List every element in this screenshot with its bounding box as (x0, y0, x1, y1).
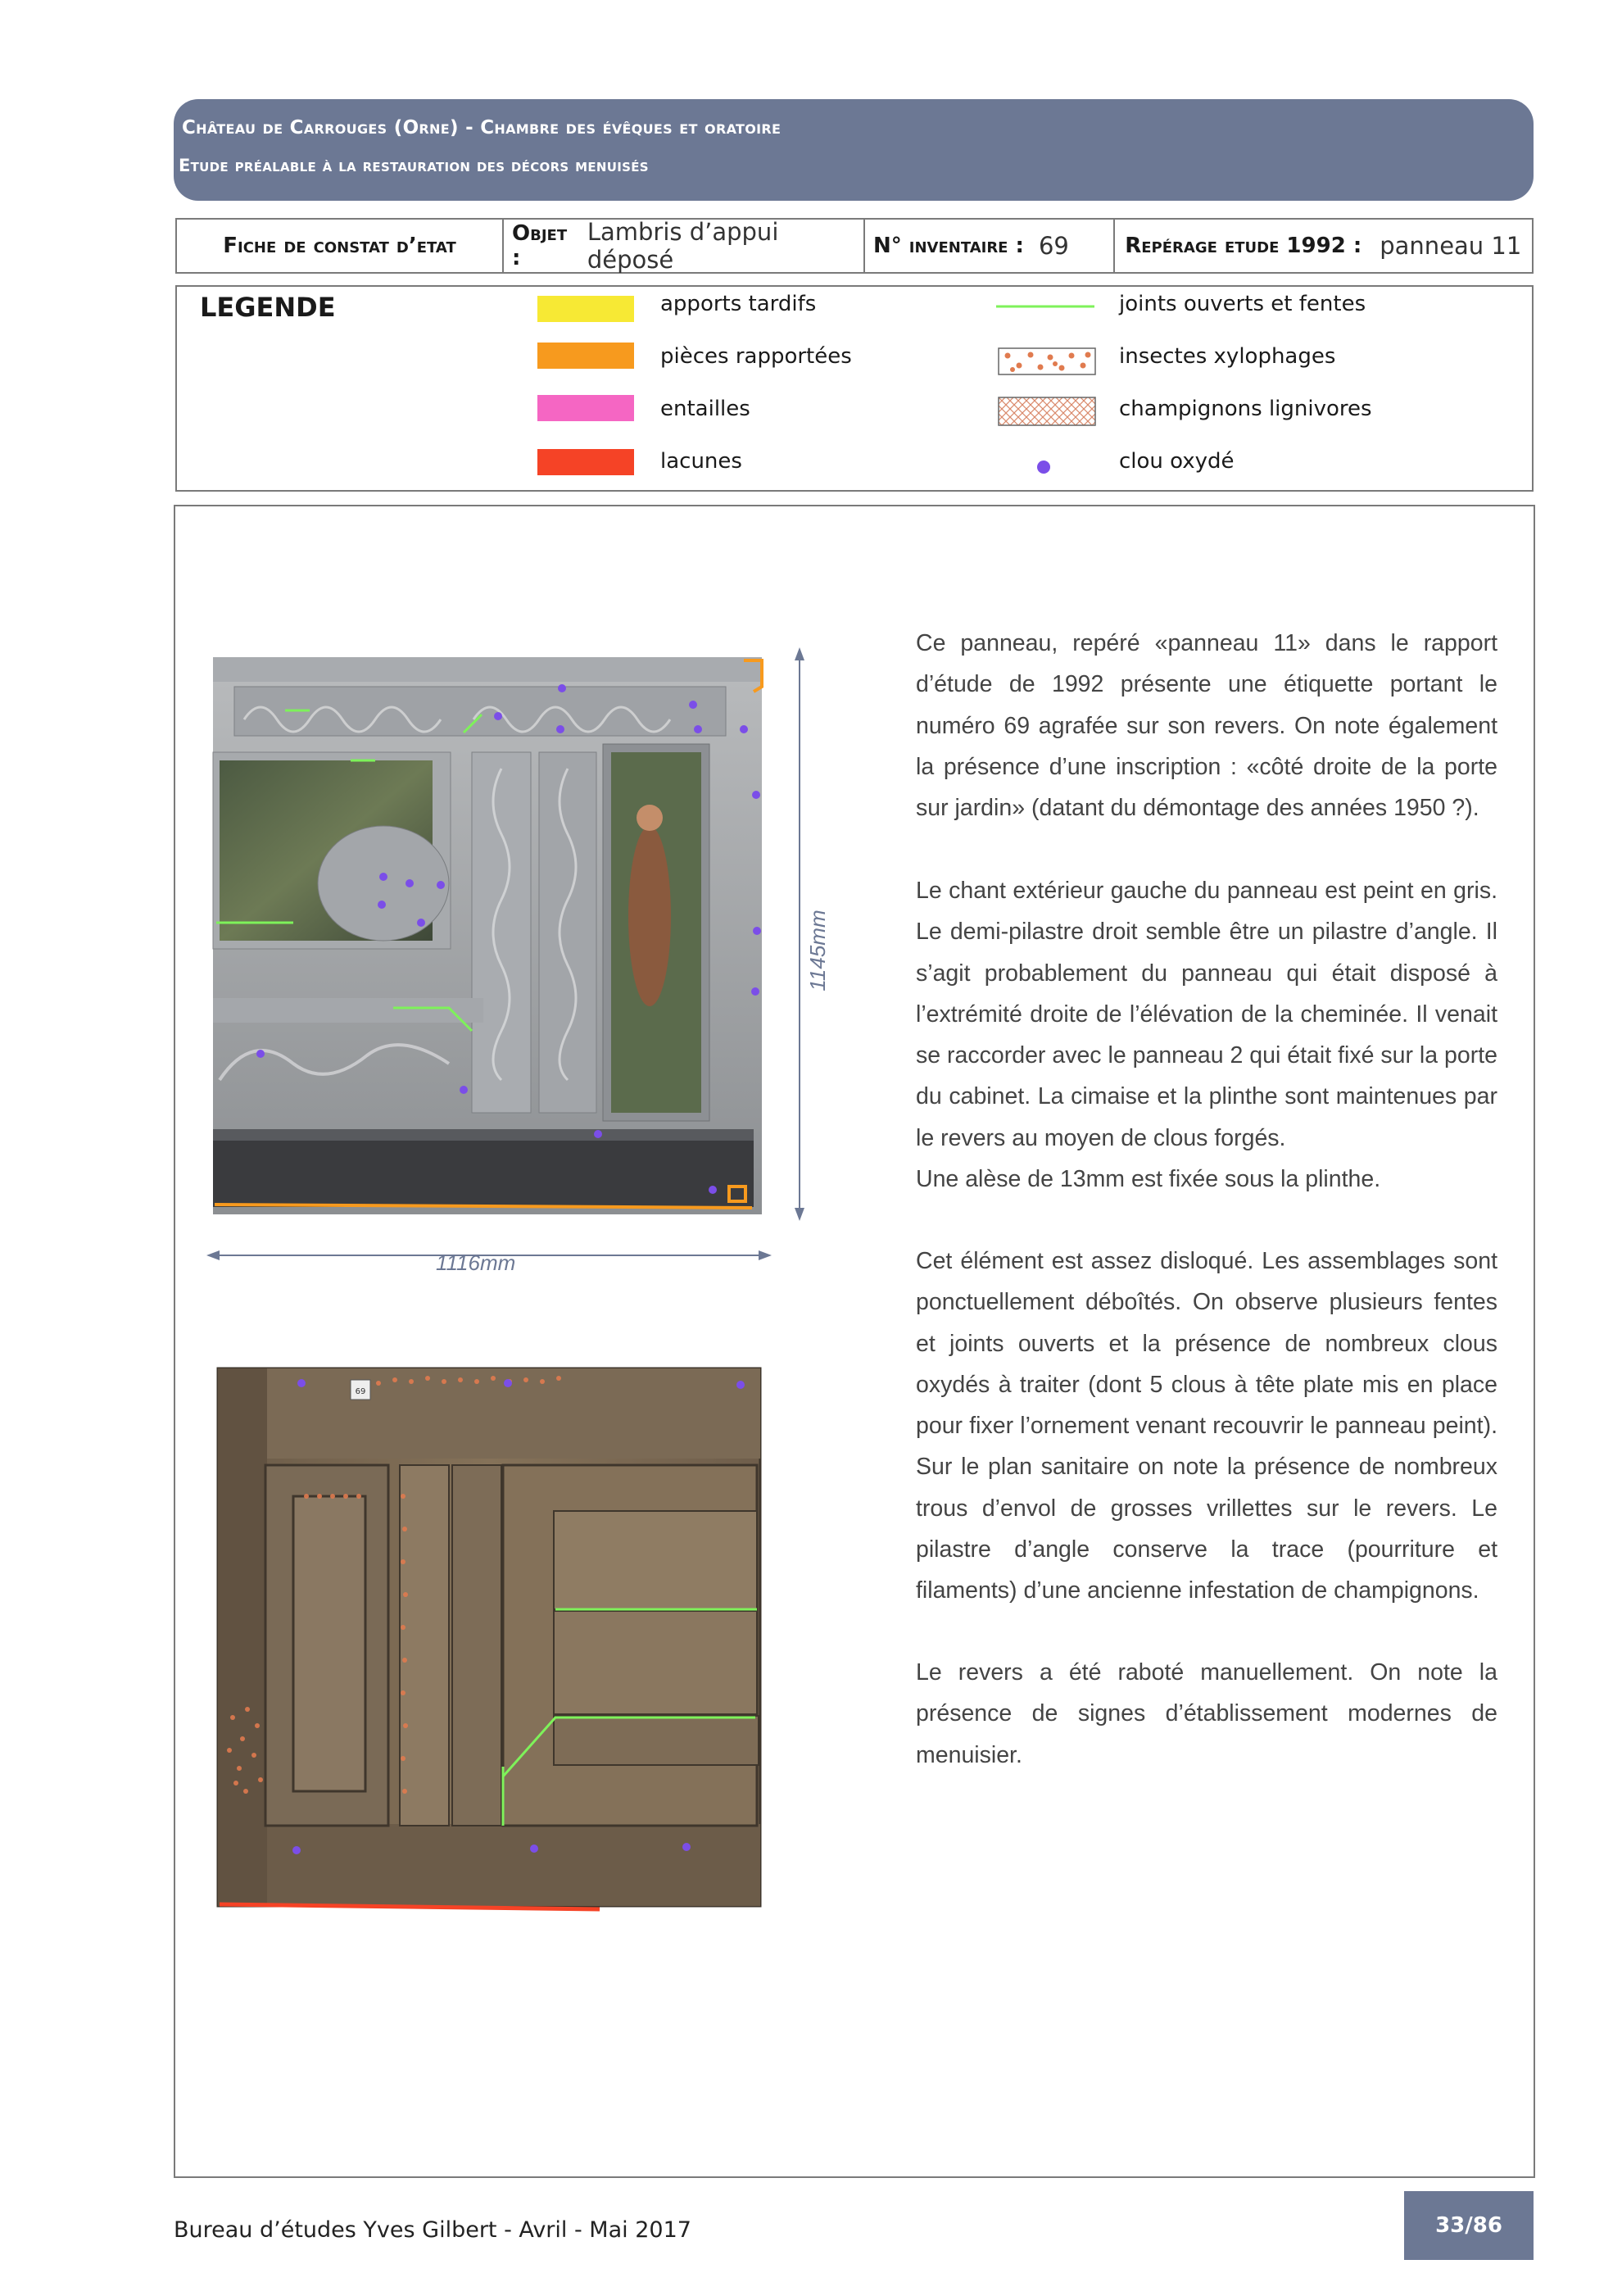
legend-label-entailles: entailles (660, 397, 750, 421)
paragraph-2 (916, 870, 1497, 1200)
swatch-apports-tardifs (537, 296, 634, 322)
paragraph-2-last-line: Une alèse de 13mm est fixée sous la plinthe. (916, 1166, 1381, 1193)
objet-label: Objet : (512, 221, 568, 270)
swatch-pieces-rapportees (537, 343, 634, 369)
champignons-symbol (998, 397, 1096, 426)
paragraph-3 (916, 1241, 1497, 1612)
objet-cell (504, 220, 865, 272)
document-header (174, 99, 1534, 201)
paragraph-4-text: Le revers a été raboté manuellement. On note la présence de signes d’établissement modernes de menuisier. (916, 1659, 1497, 1768)
front-panel-photo (211, 654, 768, 1219)
footer-credit: Bureau d’études Yves Gilbert - Avril - Mai 2017 (174, 2217, 691, 2243)
paragraph-1 (916, 623, 1497, 828)
width-dimension-label: 1116mm (436, 1250, 516, 1275)
fiche-cell (177, 220, 504, 272)
header-subtitle: Etude préalable à la restauration des décors menuisés (179, 156, 649, 175)
header-title: Château de Carrouges (Orne) - Chambre des évêques et oratoire (182, 117, 782, 138)
legend-label-insectes: insectes xylophages (1119, 344, 1336, 369)
legend-label-clou-oxyde: clou oxydé (1119, 449, 1235, 474)
swatch-entailles (537, 395, 634, 421)
legend-label-joints: joints ouverts et fentes (1119, 292, 1366, 316)
inventaire-cell (865, 220, 1115, 272)
clou-oxyde-symbol (1035, 459, 1052, 475)
reperage-label: Repérage etude 1992 : (1125, 234, 1362, 258)
paragraph-3-text: Cet élément est assez disloqué. Les assemblages sont ponctuellement déboîtés. On observe plusieurs fentes et joints ouverts et la présence de nombreux clous oxydés à traiter (dont 5 clous à tête plate mis en place pour fixer l’ornement venant recouvrir le panneau peint). Sur le plan sanitaire on note la présence de nombreux trous d’envol de grosses vrillettes sur le revers. Le pilastre d’angle conserve la trace (pourriture et filaments) d’une ancienne infestation de champignons. (916, 1248, 1497, 1604)
reperage-cell (1115, 220, 1532, 272)
height-dimension-label: 1145mm (805, 910, 830, 991)
swatch-lacunes (537, 449, 634, 475)
fiche-label: Fiche de constat d’etat (223, 234, 456, 258)
legend-label-pieces-rapportees: pièces rapportées (660, 344, 852, 369)
reperage-value: panneau 11 (1380, 232, 1522, 260)
info-row (175, 218, 1534, 274)
legend-title: LEGENDE (200, 292, 336, 323)
paragraph-4 (916, 1652, 1497, 1776)
legend-label-lacunes: lacunes (660, 449, 742, 474)
inventaire-label: N° inventaire : (872, 234, 1024, 258)
legend-label-apports-tardifs: apports tardifs (660, 292, 817, 316)
inventory-label-tag: 69 (355, 1387, 366, 1396)
joints-line-symbol (994, 303, 1096, 310)
back-panel-photo (215, 1365, 772, 1916)
paragraph-1-text: Ce panneau, repéré «panneau 11» dans le rapport d’étude de 1992 présente une étiquette portant le numéro 69 agrafée sur son revers. On note également la présence d’une inscription : «côté droite de la porte sur jardin» (datant du démontage des années 1950 ?). (916, 630, 1497, 822)
inventaire-value: 69 (1038, 232, 1069, 260)
legend-label-champignons: champignons lignivores (1119, 397, 1372, 421)
paragraph-2-text: Le chant extérieur gauche du panneau est peint en gris. Le demi-pilastre droit semble être un pilastre d’angle. Il s’agit probablement du panneau qui était disposé à l’extrémité droite de l’élévation de la cheminée. Il venait se raccorder avec le panneau 2 qui était fixé sur la porte du cabinet. La cimaise et la plinthe sont maintenues par le revers au moyen de clous forgés. (916, 878, 1497, 1151)
page-number: 33/86 (1404, 2191, 1534, 2260)
objet-value: Lambris d’appui déposé (587, 218, 779, 274)
insectes-symbol (998, 347, 1096, 375)
